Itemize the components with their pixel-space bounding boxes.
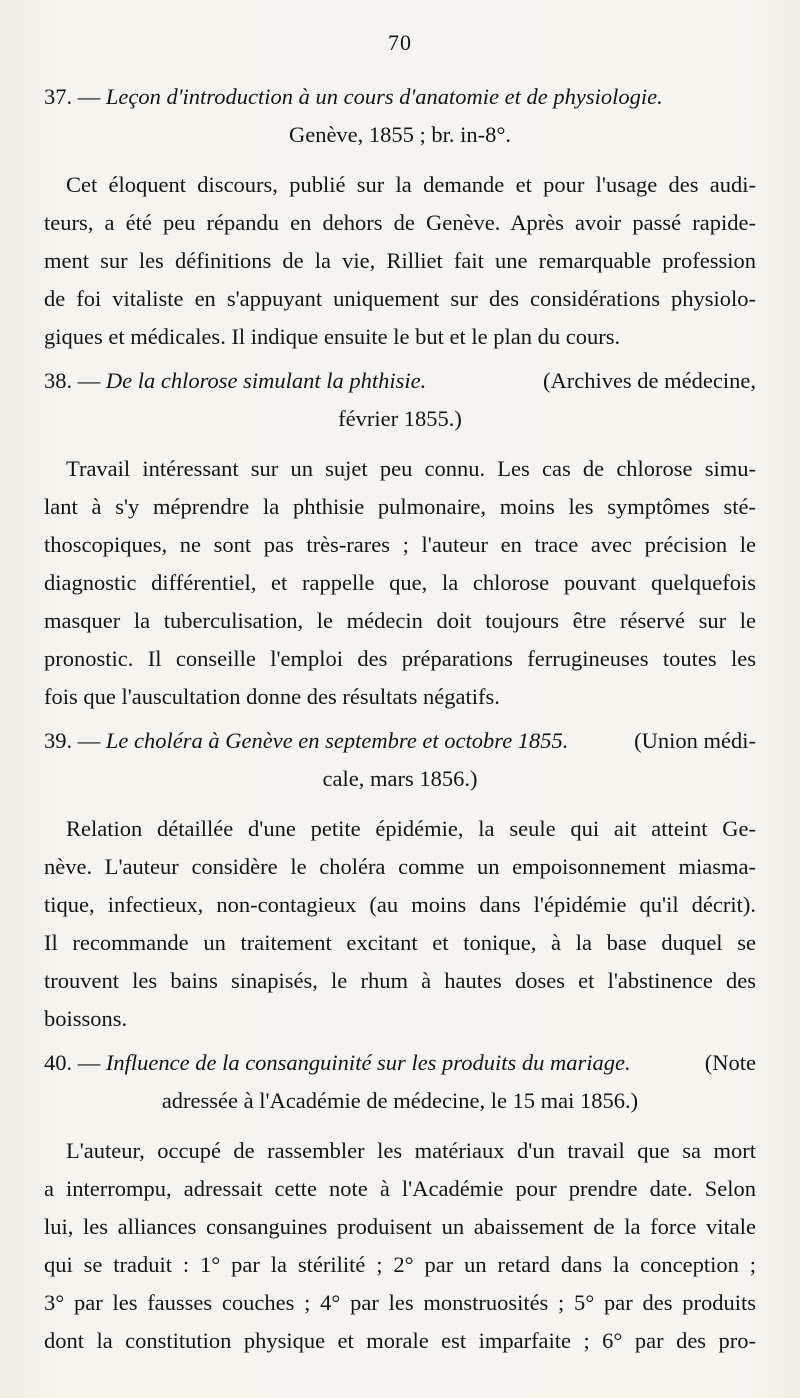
paragraph-line: lant à s'y méprendre la phthisie pulmonaire, moins les symptômes sté- (44, 494, 756, 519)
paragraph-line: boissons. (44, 1006, 128, 1031)
entry-title: Leçon d'introduction à un cours d'anatomie et de physiologie. (105, 84, 663, 109)
paragraph-line: 3° par les fausses couches ; 4° par les monstruosités ; 5° par des produits (44, 1290, 756, 1315)
paragraph-line: giques et médicales. Il indique ensuite le but et le plan du cours. (44, 324, 621, 349)
entry-title: Influence de la consanguinité sur les produits du mariage. (105, 1050, 631, 1075)
entry-37-heading (44, 78, 756, 116)
paragraph-line: qui se traduit : 1° par la stérilité ; 2° par un retard dans la conception ; (44, 1252, 756, 1277)
entry-number: 38. — (44, 368, 101, 393)
entry-number: 39. — (44, 728, 101, 753)
paragraph-line: Relation détaillée d'une petite épidémie, la seule qui ait atteint Ge- (66, 816, 756, 841)
entry-39-heading-cont: cale, mars 1856.) (322, 766, 478, 791)
entry-38-heading-cont: février 1855.) (338, 406, 462, 431)
paragraph-line: teurs, a été peu répandu en dehors de Genève. Après avoir passé rapide- (44, 210, 756, 235)
paragraph-line: lui, les alliances consanguines produisent un abaissement de la force vitale (44, 1214, 756, 1239)
paragraph-line: de foi vitaliste en s'appuyant uniquement sur des considérations physiolo- (44, 286, 756, 311)
paragraph-line: thoscopiques, ne sont pas très-rares ; l'auteur en trace avec précision le (44, 532, 756, 557)
paragraph-line: ment sur les définitions de la vie, Rilliet fait une remarquable profession (44, 248, 756, 273)
entry-40-heading-cont: adressée à l'Académie de médecine, le 15 mai 1856.) (161, 1088, 639, 1113)
paragraph-line: pronostic. Il conseille l'emploi des préparations ferrugineuses toutes les (44, 646, 756, 671)
paragraph-line: Il recommande un traitement excitant et tonique, à la base duquel se (44, 930, 756, 955)
entry-40-heading: 40. — Influence de la consanguinité sur les produits du mariage. (Note (44, 1044, 756, 1082)
paragraph-line: Cet éloquent discours, publié sur la demande et pour l'usage des audi- (66, 172, 756, 197)
paragraph-line: nève. L'auteur considère le choléra comme un empoisonnement miasma- (44, 854, 756, 879)
entry-title: De la chlorose simulant la phthisie. (105, 368, 427, 393)
paragraph-line: fois que l'auscultation donne des résultats négatifs. (44, 684, 500, 709)
entry-37-heading-cont: Genève, 1855 ; br. in-8°. (288, 122, 512, 147)
page-number: 70 (388, 30, 412, 55)
paragraph-line: trouvent les bains sinapisés, le rhum à hautes doses et l'abstinence des (44, 968, 756, 993)
entry-39-heading: 39. — Le choléra à Genève en septembre et octobre 1855. (Union médi- (44, 722, 756, 760)
paragraph-line: dont la constitution physique et morale est imparfaite ; 6° par des pro- (44, 1328, 756, 1353)
paragraph-line: tique, infectieux, non-contagieux (au moins dans l'épidémie qu'il décrit). (44, 892, 756, 917)
paragraph-line: Travail intéressant sur un sujet peu connu. Les cas de chlorose simu- (66, 456, 756, 481)
paragraph-line: masquer la tuberculisation, le médecin doit toujours être réservé sur le (44, 608, 756, 633)
paragraph-line: diagnostic différentiel, et rappelle que, la chlorose pouvant quelquefois (44, 570, 756, 595)
paragraph-line: L'auteur, occupé de rassembler les matériaux d'un travail que sa mort (66, 1138, 756, 1163)
entry-title: Le choléra à Genève en septembre et octobre 1855. (105, 728, 569, 753)
page-text (44, 78, 756, 1360)
paragraph-line: a interrompu, adressait cette note à l'Académie pour prendre date. Selon (44, 1176, 756, 1201)
entry-number: 40. — (44, 1050, 101, 1075)
entry-number: 37. — (44, 84, 101, 109)
entry-38-heading: 38. — De la chlorose simulant la phthisie. (Archives de médecine, (44, 362, 756, 400)
